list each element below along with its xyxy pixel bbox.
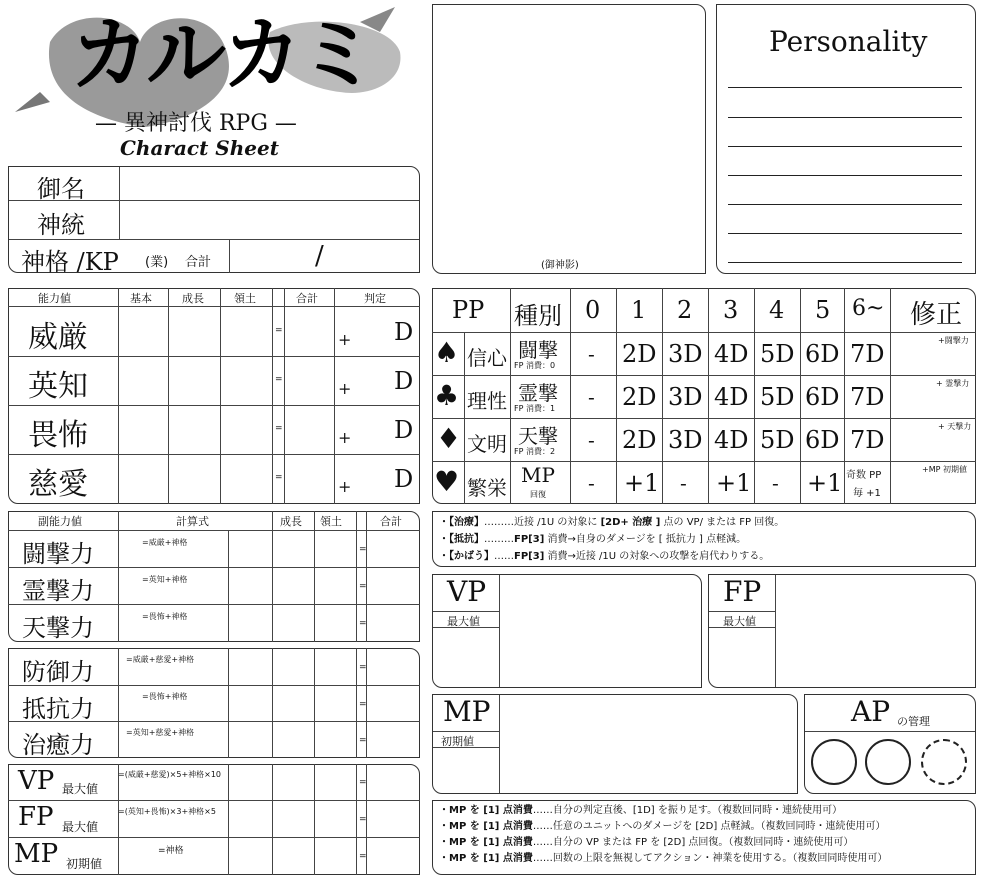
sub-ability-name: FP xyxy=(18,802,54,832)
sub-ability-name: 霊撃力 xyxy=(22,577,94,605)
sub-ability-formula: =英知+神格 xyxy=(142,575,188,584)
name-field[interactable] xyxy=(121,168,417,199)
pp-cell: - xyxy=(588,471,595,495)
ability-name: 英知 xyxy=(28,369,88,404)
pp-cell: 2D xyxy=(622,340,657,368)
logo xyxy=(10,2,410,162)
sub-ability-name: VP xyxy=(18,766,55,796)
pp-cell: 5D xyxy=(760,340,795,368)
ap-box xyxy=(804,694,976,794)
pp-cell: 7D xyxy=(850,383,885,411)
sub-ability-sub: 最大値 xyxy=(62,782,99,796)
pp-row-cost: FP 消費：1 xyxy=(514,404,556,413)
pp-cell: 5D xyxy=(760,383,795,411)
pp-cell: 3D xyxy=(668,340,703,368)
ap-sub: の管理 xyxy=(897,715,930,728)
portrait-box[interactable] xyxy=(432,4,706,274)
rank-label: 神格 /KP xyxy=(21,248,119,276)
club-icon: ♣ xyxy=(434,379,460,412)
pp-mod: + 天撃力 xyxy=(938,422,972,431)
pp-row-name: 文明 xyxy=(467,432,507,456)
sub-header-name: 副能力値 xyxy=(38,515,82,528)
rank-slash: / xyxy=(315,241,324,271)
equals-sign: = xyxy=(359,778,367,788)
ability-name: 畏怖 xyxy=(28,418,88,453)
personality-line xyxy=(728,233,962,234)
abilities-header-name: 能力値 xyxy=(38,292,71,305)
pp-cell: 2D xyxy=(622,383,657,411)
equals-sign: = xyxy=(359,736,367,746)
equals-sign: = xyxy=(359,815,367,825)
check-die: D xyxy=(394,416,414,444)
pp-cell: - xyxy=(588,385,595,409)
pp-header-col: 2 xyxy=(677,296,693,324)
pp-cell: 7D xyxy=(850,340,885,368)
pp-cell: +1 xyxy=(716,469,752,497)
sub-ability-formula: =畏怖+神格 xyxy=(142,692,188,701)
pp-header-col: 4 xyxy=(769,296,785,324)
abilities-header-growth: 成長 xyxy=(182,292,204,305)
sub-ability-name: 天撃力 xyxy=(22,614,94,642)
pp-row-type: 霊撃 xyxy=(518,381,558,405)
abilities-header-base: 基本 xyxy=(130,292,152,305)
pp-mod: +MP 初期値 xyxy=(922,465,967,474)
sub-ability-name: MP xyxy=(14,839,59,869)
pp-row-name: 信心 xyxy=(467,346,507,370)
abilities-header-check: 判定 xyxy=(364,292,386,305)
pp-header-col: 6~ xyxy=(852,296,885,321)
name-label: 御名 xyxy=(37,175,85,203)
ability-name: 威厳 xyxy=(28,320,88,355)
check-plus: + xyxy=(338,477,352,496)
personality-line xyxy=(728,87,962,88)
sub-ability-formula: =威厳+慈愛+神格 xyxy=(126,655,195,664)
pp-header-col: 5 xyxy=(815,296,831,324)
pp-cell: 5D xyxy=(760,426,795,454)
equals-sign: = xyxy=(359,700,367,710)
pp-cell: 6D xyxy=(805,383,840,411)
fp-box[interactable] xyxy=(708,574,976,688)
pp-cell: +1 xyxy=(807,469,843,497)
sub-ability-name: 闘撃力 xyxy=(22,540,94,568)
mp-note: ・MP を [1] 点消費……自分の判定直後、[1D] を振り足す。（複数回同時・連続使用可） xyxy=(439,805,843,816)
action-cover: ・【かばう】……FP[3] 消費→近接 /1U の対象への攻撃を肩代わりする。 xyxy=(439,551,770,562)
vp-title: VP xyxy=(447,575,487,608)
personality-line xyxy=(728,262,962,263)
lineage-field[interactable] xyxy=(121,201,417,238)
pp-row-type: 闘撃 xyxy=(518,338,558,362)
sub-ability-formula: =(英知+畏怖)×3+神格×5 xyxy=(118,807,216,816)
sub-header-formula: 計算式 xyxy=(176,515,209,528)
pp-cell: 7D xyxy=(850,426,885,454)
sub-header-growth: 成長 xyxy=(280,515,302,528)
pp-odd-note: 奇数 PP xyxy=(846,470,882,481)
rank-field[interactable] xyxy=(231,240,417,272)
equals-sign: = xyxy=(275,473,283,483)
action-heal: ・【治療】………近接 /1U の対象に [2D+ 治療 ] 点の VP/ または FP 回復。 xyxy=(439,517,785,528)
pp-cell: 2D xyxy=(622,426,657,454)
pp-header-pp: PP xyxy=(452,296,485,324)
pp-header-mod: 修正 xyxy=(910,300,963,330)
mp-sub: 初期値 xyxy=(441,735,474,748)
sub-ability-formula: =畏怖+神格 xyxy=(142,612,188,621)
sub-ability-sub: 初期値 xyxy=(66,857,103,871)
pp-cell: +1 xyxy=(624,469,660,497)
pp-header-type: 種別 xyxy=(514,302,562,330)
pp-row-name: 繁栄 xyxy=(467,476,507,500)
logo-subtitle: — 異神討伐 RPG — xyxy=(95,111,297,136)
mp-box[interactable] xyxy=(432,694,798,794)
ap-token[interactable] xyxy=(811,739,857,785)
mp-note: ・MP を [1] 点消費……回数の上限を無視してアクション・神業を使用する。（複数回同時使用可） xyxy=(439,853,888,864)
spade-icon: ♠ xyxy=(434,336,460,369)
pp-cell: 4D xyxy=(714,383,749,411)
equals-sign: = xyxy=(359,619,367,629)
mp-title: MP xyxy=(443,695,491,728)
ap-title: AP xyxy=(851,695,891,728)
fp-title: FP xyxy=(723,575,762,608)
fp-sub: 最大値 xyxy=(723,615,756,628)
pp-cell: - xyxy=(680,471,687,495)
personality-line xyxy=(728,175,962,176)
pp-row-cost: FP 消費：0 xyxy=(514,361,556,370)
pp-cell: 4D xyxy=(714,340,749,368)
abilities-header-total: 合計 xyxy=(296,292,318,305)
equals-sign: = xyxy=(359,545,367,555)
personality-line xyxy=(728,117,962,118)
pp-mod: + 霊撃力 xyxy=(936,379,970,388)
sub-header-total: 合計 xyxy=(380,515,402,528)
equals-sign: = xyxy=(359,582,367,592)
pp-cell: - xyxy=(588,342,595,366)
sub-ability-name: 治癒力 xyxy=(22,731,94,759)
abilities-header-territory: 領土 xyxy=(234,292,256,305)
pp-cell: 3D xyxy=(668,426,703,454)
equals-sign: = xyxy=(275,326,283,336)
sub-ability-name: 抵抗力 xyxy=(22,695,94,723)
pp-row-cost: 回復 xyxy=(530,490,546,499)
pp-mod: +闘撃力 xyxy=(938,336,969,345)
pp-row-type: 天撃 xyxy=(518,424,558,448)
equals-sign: = xyxy=(275,375,283,385)
rank-total: 合計 xyxy=(185,255,212,270)
equals-sign: = xyxy=(275,424,283,434)
personality-line xyxy=(728,204,962,205)
mp-note: ・MP を [1] 点消費……自分の VP または FP を [2D] 点回復。（複数回同時・連続使用可） xyxy=(439,837,854,848)
sub-ability-formula: =威厳+神格 xyxy=(142,538,188,547)
profile-box xyxy=(8,166,420,276)
personality-line xyxy=(728,146,962,147)
pp-cell: 6D xyxy=(805,340,840,368)
pp-row-cost: FP 消費：2 xyxy=(514,447,556,456)
check-plus: + xyxy=(338,330,352,349)
pp-cell: 6D xyxy=(805,426,840,454)
pp-row-type: MP xyxy=(521,463,555,487)
sub-ability-sub: 最大値 xyxy=(62,820,99,834)
logo-title: カルカミ xyxy=(70,7,374,101)
lineage-label: 神統 xyxy=(37,211,85,239)
ap-token[interactable] xyxy=(865,739,911,785)
sub-ability-formula: =神格 xyxy=(158,846,184,856)
ap-token-optional[interactable] xyxy=(921,739,967,785)
sub-ability-name: 防御力 xyxy=(22,658,94,686)
check-plus: + xyxy=(338,379,352,398)
action-resist: ・【抵抗】………FP[3] 消費→自身のダメージを [ 抵抗力 ] 点軽減。 xyxy=(439,534,747,545)
ability-name: 慈愛 xyxy=(28,467,88,502)
pp-cell: 4D xyxy=(714,426,749,454)
mp-note: ・MP を [1] 点消費……任意のユニットへのダメージを [2D] 点軽減。（複数回同時・連続使用可） xyxy=(439,821,886,832)
pp-row-name: 理性 xyxy=(467,389,507,413)
pp-header-col: 0 xyxy=(585,296,601,324)
pp-odd-note: 毎 +1 xyxy=(853,488,881,499)
mp-notes-box xyxy=(432,800,976,875)
check-die: D xyxy=(394,465,414,493)
equals-sign: = xyxy=(359,663,367,673)
sub-ability-formula: =英知+慈愛+神格 xyxy=(126,728,195,737)
logo-sheet-label: Charact Sheet xyxy=(120,136,279,160)
vp-box[interactable] xyxy=(432,574,702,688)
check-die: D xyxy=(394,318,414,346)
pp-header-col: 1 xyxy=(631,296,647,324)
sub-ability-formula: =(威厳+慈愛)×5+神格×10 xyxy=(118,770,222,779)
pp-header-col: 3 xyxy=(723,296,739,324)
actions-box xyxy=(432,511,976,567)
pp-cell: - xyxy=(588,428,595,452)
pp-cell: - xyxy=(772,471,779,495)
equals-sign: = xyxy=(359,852,367,862)
check-die: D xyxy=(394,367,414,395)
diamond-icon: ♦ xyxy=(436,422,462,455)
sub-header-territory: 領土 xyxy=(320,515,342,528)
check-plus: + xyxy=(338,428,352,447)
heart-icon: ♥ xyxy=(434,465,460,498)
pp-cell: 3D xyxy=(668,383,703,411)
rank-sub: (業) xyxy=(145,255,169,270)
vp-sub: 最大値 xyxy=(447,615,480,628)
portrait-caption: (御神影) xyxy=(541,260,579,271)
personality-title: Personality xyxy=(769,25,928,58)
